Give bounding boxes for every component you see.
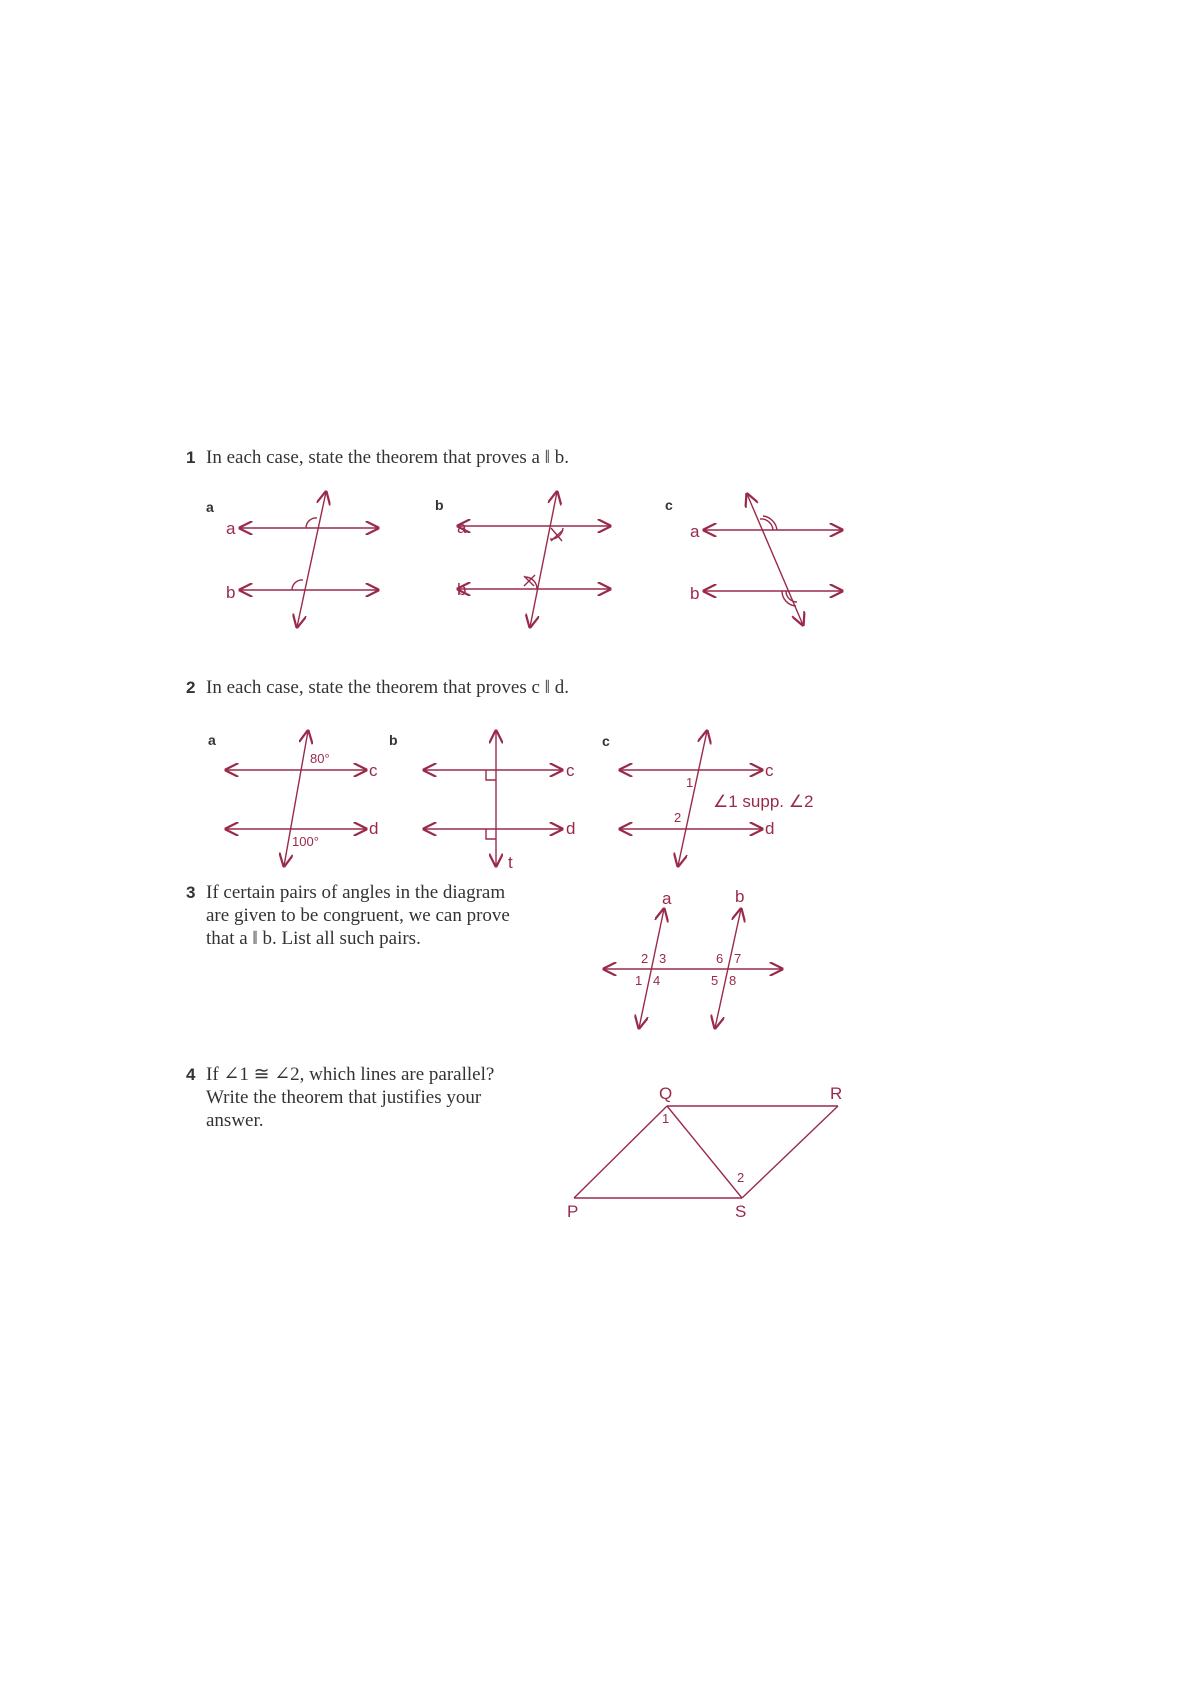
sub-label-b: b	[435, 497, 444, 513]
question-line: answer.	[206, 1110, 264, 1131]
line-label-a: a	[690, 522, 700, 541]
question-line: are given to be congruent, we can prove	[206, 905, 510, 926]
diagram-1a	[240, 492, 378, 627]
angle-number-1: 1	[635, 973, 643, 988]
transversal	[530, 492, 557, 627]
line-label-a: a	[662, 889, 672, 908]
line-label-b: b	[690, 584, 700, 603]
question-line: If ∠1 ≅ ∠2, which lines are parallel?	[206, 1064, 495, 1085]
sub-label-a: a	[206, 499, 214, 515]
question-line: that a ‖ b. List all such pairs.	[206, 928, 421, 949]
point-label-S: S	[735, 1202, 747, 1221]
line-label-b: b	[226, 583, 236, 602]
right-angle-mark	[486, 770, 496, 780]
diagram-1c	[704, 494, 842, 625]
question-number: 3	[186, 883, 196, 902]
diagram-1b	[458, 492, 610, 627]
question-line: In each case, state the theorem that proves a ‖ b.	[206, 447, 570, 468]
line-label-d: d	[369, 819, 379, 838]
sub-label-c: c	[665, 497, 673, 513]
line-label-d: d	[765, 819, 775, 838]
segment-QP	[574, 1106, 670, 1198]
angle-number-1: 1	[686, 775, 694, 790]
line-label-c: c	[566, 761, 575, 780]
diagram-2b	[424, 731, 562, 866]
transversal	[297, 492, 326, 627]
line-label-a: a	[226, 519, 236, 538]
angle-arc	[292, 580, 303, 590]
sub-label-a: a	[208, 732, 216, 748]
question-number: 2	[186, 678, 196, 697]
question-number: 4	[186, 1065, 196, 1084]
angle-number-4: 4	[653, 973, 661, 988]
line-label-t: t	[508, 853, 513, 872]
segment-QS	[667, 1106, 745, 1198]
segment-SR	[742, 1106, 838, 1198]
sub-label-b: b	[389, 732, 398, 748]
question-line: In each case, state the theorem that proves c ‖ d.	[206, 677, 570, 698]
angle-number-2: 2	[737, 1170, 745, 1185]
angle-label-100: 100°	[292, 834, 319, 849]
line-label-b: b	[457, 580, 467, 599]
diagram-3	[604, 909, 782, 1028]
diagram-4	[574, 1106, 838, 1198]
line-label-c: c	[765, 761, 774, 780]
angle-number-2: 2	[674, 810, 682, 825]
angle-number-1: 1	[662, 1111, 670, 1126]
sub-label-c: c	[602, 733, 610, 749]
line-label-c: c	[369, 761, 378, 780]
angle-number-2: 2	[641, 951, 649, 966]
line-label-d: d	[566, 819, 576, 838]
angle-number-5: 5	[711, 973, 719, 988]
angle-arc	[306, 518, 317, 528]
transversal	[678, 731, 707, 866]
point-label-P: P	[567, 1202, 579, 1221]
line-label-a: a	[457, 518, 467, 537]
right-angle-mark	[486, 829, 496, 839]
supp-note: ∠1 supp. ∠2	[713, 792, 814, 811]
angle-number-3: 3	[659, 951, 667, 966]
question-line: Write the theorem that justifies your	[206, 1087, 482, 1108]
question-line: If certain pairs of angles in the diagram	[206, 882, 506, 903]
point-label-R: R	[830, 1084, 843, 1103]
angle-number-6: 6	[716, 951, 724, 966]
point-label-Q: Q	[659, 1084, 673, 1103]
angle-label-80: 80°	[310, 751, 330, 766]
question-number: 1	[186, 448, 196, 467]
angle-number-8: 8	[729, 973, 737, 988]
angle-number-7: 7	[734, 951, 742, 966]
line-label-b: b	[735, 887, 745, 906]
